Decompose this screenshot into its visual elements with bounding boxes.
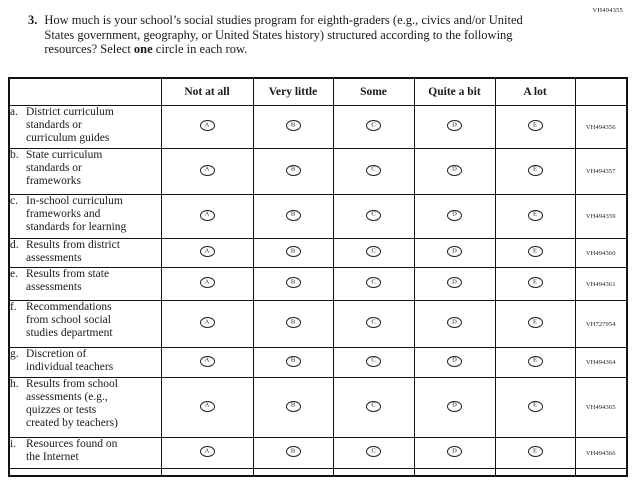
row-letter: h.: [10, 378, 19, 390]
answer-bubble-a[interactable]: [200, 165, 215, 176]
option-cell-very-little: [253, 301, 333, 348]
row-code-cell: [575, 301, 627, 348]
row-label: Results from state assessments: [26, 268, 110, 293]
row-letter: e.: [10, 268, 18, 280]
bubble-letter: C: [371, 165, 376, 173]
answer-bubble-a[interactable]: [200, 356, 215, 367]
option-cell-very-little: [253, 149, 333, 195]
option-cell-very-little: [253, 348, 333, 378]
bubble-letter: D: [452, 120, 457, 128]
bubble-letter: D: [452, 277, 457, 285]
answer-bubble-c[interactable]: [366, 165, 381, 176]
option-cell-some: [333, 438, 414, 469]
answer-bubble-d[interactable]: [447, 446, 462, 457]
bubble-letter: A: [204, 356, 210, 364]
bubble-letter: E: [533, 210, 537, 218]
bubble-letter: A: [204, 401, 210, 409]
row-code: VH494365: [585, 404, 616, 411]
answer-bubble-b[interactable]: [286, 120, 301, 131]
answer-bubble-d[interactable]: [447, 317, 462, 328]
answer-bubble-e[interactable]: [528, 356, 543, 367]
row-letter: a.: [10, 106, 18, 118]
answer-bubble-b[interactable]: [286, 165, 301, 176]
row-label-cell: [9, 378, 161, 438]
row-label-cell: [9, 149, 161, 195]
table-row-g: [9, 348, 627, 378]
bubble-letter: C: [371, 446, 376, 454]
row-label: Resources found on the Internet: [26, 438, 118, 463]
bubble-letter: B: [290, 356, 296, 364]
answer-bubble-b[interactable]: [286, 246, 301, 257]
answer-bubble-b[interactable]: [286, 356, 301, 367]
row-label: State curriculum standards or frameworks: [26, 149, 103, 187]
option-cell-not-at-all: [161, 301, 253, 348]
bubble-letter: A: [204, 165, 210, 173]
bubble-letter: A: [204, 210, 210, 218]
answer-bubble-b[interactable]: [286, 317, 301, 328]
option-cell-some: [333, 301, 414, 348]
row-label-cell: [9, 268, 161, 301]
bubble-letter: E: [533, 165, 537, 173]
question-block: [28, 13, 568, 57]
option-cell-some: [333, 106, 414, 149]
bubble-letter: D: [452, 246, 457, 254]
bubble-letter: D: [452, 356, 457, 364]
answer-bubble-c[interactable]: [366, 277, 381, 288]
bubble-letter: B: [290, 446, 296, 454]
answer-bubble-a[interactable]: [200, 120, 215, 131]
option-cell-quite-a-bit: [414, 239, 495, 268]
table-row-d: [9, 239, 627, 268]
header-cell-code: [575, 78, 627, 106]
bubble-letter: E: [533, 120, 537, 128]
bubble-letter: B: [290, 317, 296, 325]
option-cell-some: [333, 378, 414, 438]
bubble-letter: B: [290, 277, 296, 285]
table-row-f: [9, 301, 627, 348]
header-cell-quite-a-bit: Quite a bit: [414, 78, 495, 106]
option-cell-a-lot: [495, 348, 575, 378]
bubble-letter: A: [204, 277, 210, 285]
answer-bubble-a[interactable]: [200, 210, 215, 221]
question-text-part2: circle in each row.: [152, 42, 248, 56]
option-cell-not-at-all: [161, 378, 253, 438]
answer-bubble-a[interactable]: [200, 246, 215, 257]
answer-bubble-c[interactable]: [366, 401, 381, 412]
bubble-letter: C: [371, 401, 376, 409]
option-cell-very-little: [253, 438, 333, 469]
answer-bubble-d[interactable]: [447, 277, 462, 288]
row-code-cell: [575, 268, 627, 301]
bubble-letter: E: [533, 356, 537, 364]
answer-bubble-d[interactable]: [447, 246, 462, 257]
bubble-letter: C: [371, 277, 376, 285]
answer-bubble-d[interactable]: [447, 356, 462, 367]
row-code: VH494357: [585, 168, 616, 175]
option-cell-very-little: [253, 106, 333, 149]
answer-bubble-c[interactable]: [366, 446, 381, 457]
table-row-b: [9, 149, 627, 195]
bubble-letter: D: [452, 210, 457, 218]
bubble-letter: D: [452, 317, 457, 325]
option-cell-not-at-all: [161, 268, 253, 301]
answer-bubble-d[interactable]: [447, 210, 462, 221]
row-label-cell: [9, 106, 161, 149]
table-row-i: [9, 438, 627, 469]
bubble-letter: B: [290, 401, 296, 409]
table-row-a: [9, 106, 627, 149]
row-label: In-school curriculum frameworks and standards for learning: [26, 195, 127, 233]
bubble-letter: E: [533, 246, 537, 254]
bubble-letter: E: [533, 317, 537, 325]
option-cell-some: [333, 149, 414, 195]
option-cell-quite-a-bit: [414, 149, 495, 195]
header-row: [9, 78, 627, 106]
option-cell-not-at-all: [161, 438, 253, 469]
answer-bubble-b[interactable]: [286, 277, 301, 288]
option-cell-very-little: [253, 239, 333, 268]
row-letter: i.: [10, 438, 17, 450]
row-code: VH494360: [585, 249, 616, 257]
row-code-cell: [575, 195, 627, 239]
row-code-cell: [575, 348, 627, 378]
option-cell-a-lot: [495, 239, 575, 268]
answer-bubble-d[interactable]: [447, 401, 462, 412]
bubble-letter: B: [290, 165, 296, 173]
answer-bubble-a[interactable]: [200, 446, 215, 457]
answer-bubble-a[interactable]: [200, 401, 215, 412]
answer-bubble-c[interactable]: [366, 356, 381, 367]
option-cell-quite-a-bit: [414, 438, 495, 469]
row-letter: d.: [10, 239, 19, 251]
row-code: VH494366: [585, 449, 616, 457]
header-cell-very-little: Very little: [253, 78, 333, 106]
option-cell-a-lot: [495, 301, 575, 348]
option-cell-very-little: [253, 268, 333, 301]
bubble-letter: E: [533, 277, 537, 285]
row-letter: f.: [10, 301, 17, 313]
bubble-letter: A: [204, 446, 210, 454]
option-cell-a-lot: [495, 378, 575, 438]
answer-bubble-e[interactable]: [528, 165, 543, 176]
answer-bubble-e[interactable]: [528, 317, 543, 328]
row-letter: g.: [10, 348, 19, 360]
table-row-h: [9, 378, 627, 438]
answer-bubble-b[interactable]: [286, 446, 301, 457]
row-label-cell: [9, 239, 161, 268]
row-label: Discretion of individual teachers: [26, 348, 114, 373]
bubble-letter: C: [371, 356, 376, 364]
option-cell-not-at-all: [161, 149, 253, 195]
row-label-cell: [9, 438, 161, 469]
option-cell-very-little: [253, 378, 333, 438]
answer-bubble-b[interactable]: [286, 210, 301, 221]
bubble-letter: C: [371, 246, 376, 254]
bubble-letter: E: [533, 401, 537, 409]
option-cell-not-at-all: [161, 239, 253, 268]
option-cell-quite-a-bit: [414, 195, 495, 239]
answer-bubble-e[interactable]: [528, 246, 543, 257]
answer-bubble-a[interactable]: [200, 277, 215, 288]
row-letter: b.: [10, 149, 19, 161]
option-cell-a-lot: [495, 438, 575, 469]
question-number: 3.: [28, 13, 38, 27]
answer-bubble-c[interactable]: [366, 317, 381, 328]
answer-bubble-e[interactable]: [528, 120, 543, 131]
resource-table-body: [9, 106, 627, 477]
row-code: VH727954: [585, 320, 616, 328]
option-cell-a-lot: [495, 106, 575, 149]
row-code: VH494356: [585, 123, 616, 131]
row-code: VH494361: [585, 280, 616, 288]
option-cell-some: [333, 348, 414, 378]
row-label-cell: [9, 195, 161, 239]
answer-bubble-d[interactable]: [447, 120, 462, 131]
bubble-letter: D: [452, 401, 457, 409]
question-text-bold: one: [133, 42, 153, 56]
option-cell-a-lot: [495, 268, 575, 301]
option-cell-quite-a-bit: [414, 378, 495, 438]
option-cell-some: [333, 239, 414, 268]
table-row-c: [9, 195, 627, 239]
option-cell-a-lot: [495, 195, 575, 239]
row-label: Results from school assessments (e.g., quizzes or tests created by teachers): [26, 378, 118, 429]
row-code-cell: [575, 438, 627, 469]
answer-bubble-c[interactable]: [366, 246, 381, 257]
row-label: Recommendations from school social studies department: [26, 301, 113, 339]
bubble-letter: D: [452, 165, 457, 173]
option-cell-not-at-all: [161, 106, 253, 149]
header-cell-not-at-all: Not at all: [161, 78, 253, 106]
question-text: [44, 13, 544, 57]
option-cell-a-lot: [495, 149, 575, 195]
option-cell-some: [333, 268, 414, 301]
resource-table: [8, 77, 628, 477]
header-cell-empty: [9, 78, 161, 106]
header-cell-some: Some: [333, 78, 414, 106]
answer-bubble-b[interactable]: [286, 401, 301, 412]
answer-bubble-d[interactable]: [447, 165, 462, 176]
bubble-letter: A: [204, 120, 210, 128]
option-cell-not-at-all: [161, 195, 253, 239]
answer-bubble-a[interactable]: [200, 317, 215, 328]
bubble-letter: C: [371, 317, 376, 325]
question-text-part1: How much is your school’s social studies program for eighth-graders (e.g., civics and/or United States government, geography, or United States history) structured according to the following resources? Select: [44, 13, 523, 56]
option-cell-quite-a-bit: [414, 268, 495, 301]
answer-bubble-e[interactable]: [528, 210, 543, 221]
option-cell-some: [333, 195, 414, 239]
item-code: VH494355: [592, 7, 623, 14]
row-letter: c.: [10, 195, 18, 207]
row-code-cell: [575, 149, 627, 195]
option-cell-quite-a-bit: [414, 348, 495, 378]
bubble-letter: B: [290, 120, 296, 128]
bubble-letter: B: [290, 246, 296, 254]
row-code: VH494364: [585, 359, 616, 366]
row-label-cell: [9, 301, 161, 348]
row-code: VH494359: [585, 213, 616, 220]
row-code-cell: [575, 239, 627, 268]
row-code-cell: [575, 378, 627, 438]
bubble-letter: B: [290, 210, 296, 218]
answer-bubble-c[interactable]: [366, 120, 381, 131]
table-row-e: [9, 268, 627, 301]
bubble-letter: C: [371, 120, 376, 128]
answer-bubble-e[interactable]: [528, 446, 543, 457]
answer-bubble-e[interactable]: [528, 401, 543, 412]
answer-bubble-c[interactable]: [366, 210, 381, 221]
bubble-letter: D: [452, 446, 457, 454]
row-label-cell: [9, 348, 161, 378]
cutoff-stub-row: [9, 469, 627, 477]
bubble-letter: C: [371, 210, 376, 218]
option-cell-quite-a-bit: [414, 106, 495, 149]
option-cell-quite-a-bit: [414, 301, 495, 348]
row-label: District curriculum standards or curriculum guides: [26, 106, 114, 144]
bubble-letter: A: [204, 246, 210, 254]
bubble-letter: E: [533, 446, 537, 454]
header-cell-a-lot: A lot: [495, 78, 575, 106]
option-cell-very-little: [253, 195, 333, 239]
row-label: Results from district assessments: [26, 239, 120, 264]
answer-bubble-e[interactable]: [528, 277, 543, 288]
row-code-cell: [575, 106, 627, 149]
option-cell-not-at-all: [161, 348, 253, 378]
bubble-letter: A: [204, 317, 210, 325]
